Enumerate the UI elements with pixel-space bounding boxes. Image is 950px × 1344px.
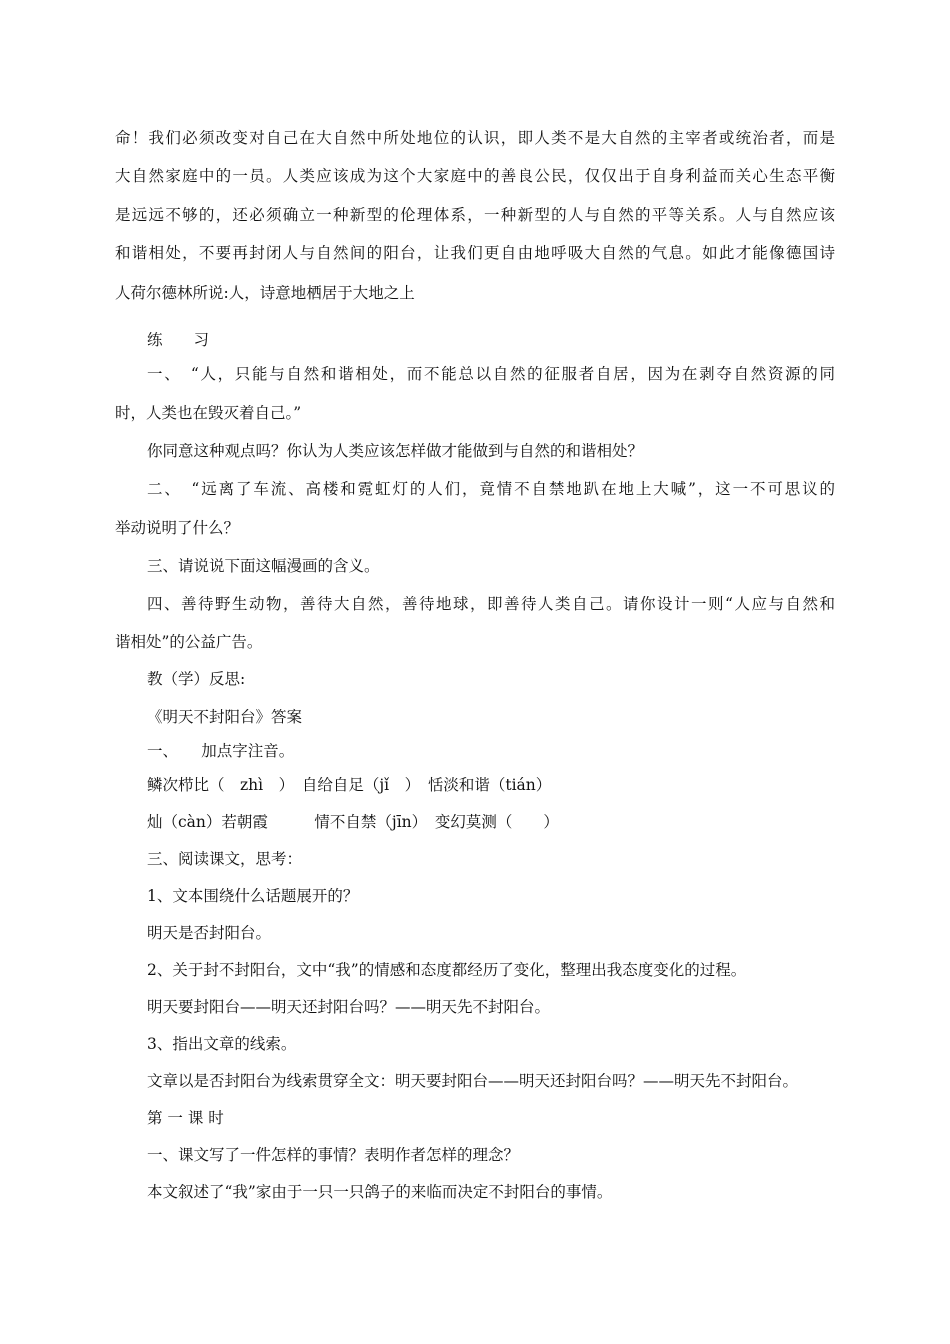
lesson-question-1: 一、课文写了一件怎样的事情？表明作者怎样的理念？ <box>147 1146 520 1164</box>
answer-topic: 明天是否封阳台。 <box>147 924 272 942</box>
question-4-line-1: 四、善待野生动物，善待大自然，善待地球，即善待人类自己。请你设计一则“人应与自然和 <box>147 595 835 613</box>
pinyin-row-1: 鳞次栉比（ zhì ） 自给自足（jǐ ） 恬淡和谐（tián） <box>147 776 552 794</box>
intro-line-2: 大自然家庭中的一员。人类应该成为这个大家庭中的善良公民，仅仅出于自身利益而关心生态平衡 <box>115 167 835 185</box>
intro-line-3: 是远远不够的，还必须确立一种新型的伦理体系，一种新型的人与自然的平等关系。人与自然应该 <box>115 206 835 224</box>
question-1-line-1: 一、 “人，只能与自然和谐相处，而不能总以自然的征服者自居，因为在剥夺自然资源的同 <box>147 365 835 383</box>
lesson-heading: 第 一 课 时 <box>147 1109 224 1127</box>
exercise-heading: 练 习 <box>147 331 210 349</box>
answer-clue: 文章以是否封阳台为线索贯穿全文：明天要封阳台——明天还封阳台吗？——明天先不封阳台。 <box>147 1072 799 1090</box>
intro-line-4: 和谐相处，不要再封闭人与自然间的阳台，让我们更自由地呼吸大自然的气息。如此才能像德国诗 <box>115 244 835 262</box>
answer-3-heading: 三、阅读课文，思考： <box>147 850 303 868</box>
question-2-line-2: 举动说明了什么？ <box>115 519 240 537</box>
reflection-label: 教（学）反思: <box>147 670 246 688</box>
question-4-line-2: 谐相处”的公益广告。 <box>115 633 263 651</box>
question-2-line-1: 二、 “远离了车流、高楼和霓虹灯的人们，竟情不自禁地趴在地上大喊”，这一不可思议的 <box>147 480 835 498</box>
intro-line-1: 命！我们必须改变对自己在大自然中所处地位的认识，即人类不是大自然的主宰者或统治者，而是 <box>115 129 835 147</box>
answer-change: 明天要封阳台——明天还封阳台吗？——明天先不封阳台。 <box>147 998 551 1016</box>
question-clue: 3、指出文章的线索。 <box>147 1035 297 1053</box>
lesson-answer-1: 本文叙述了“我”家由于一只一只鸽子的来临而决定不封阳台的事情。 <box>147 1183 613 1201</box>
answer-title: 《明天不封阳台》答案 <box>147 708 303 726</box>
question-topic: 1、文本围绕什么话题展开的？ <box>147 887 359 905</box>
question-1-followup: 你同意这种观点吗？你认为人类应该怎样做才能做到与自然的和谐相处？ <box>147 442 644 460</box>
intro-line-5: 人荷尔德林所说:人，诗意地栖居于大地之上 <box>115 284 415 302</box>
answer-1-heading: 一、 加点字注音。 <box>147 742 295 760</box>
question-change: 2、关于封不封阳台，文中“我”的情感和态度都经历了变化，整理出我态度变化的过程。 <box>147 961 747 979</box>
pinyin-row-2: 灿（càn）若朝霞 情不自禁（jīn） 变幻莫测（ ） <box>147 813 559 831</box>
question-1-line-2: 时，人类也在毁灭着自己。” <box>115 404 302 422</box>
question-3: 三、请说说下面这幅漫画的含义。 <box>147 557 380 575</box>
